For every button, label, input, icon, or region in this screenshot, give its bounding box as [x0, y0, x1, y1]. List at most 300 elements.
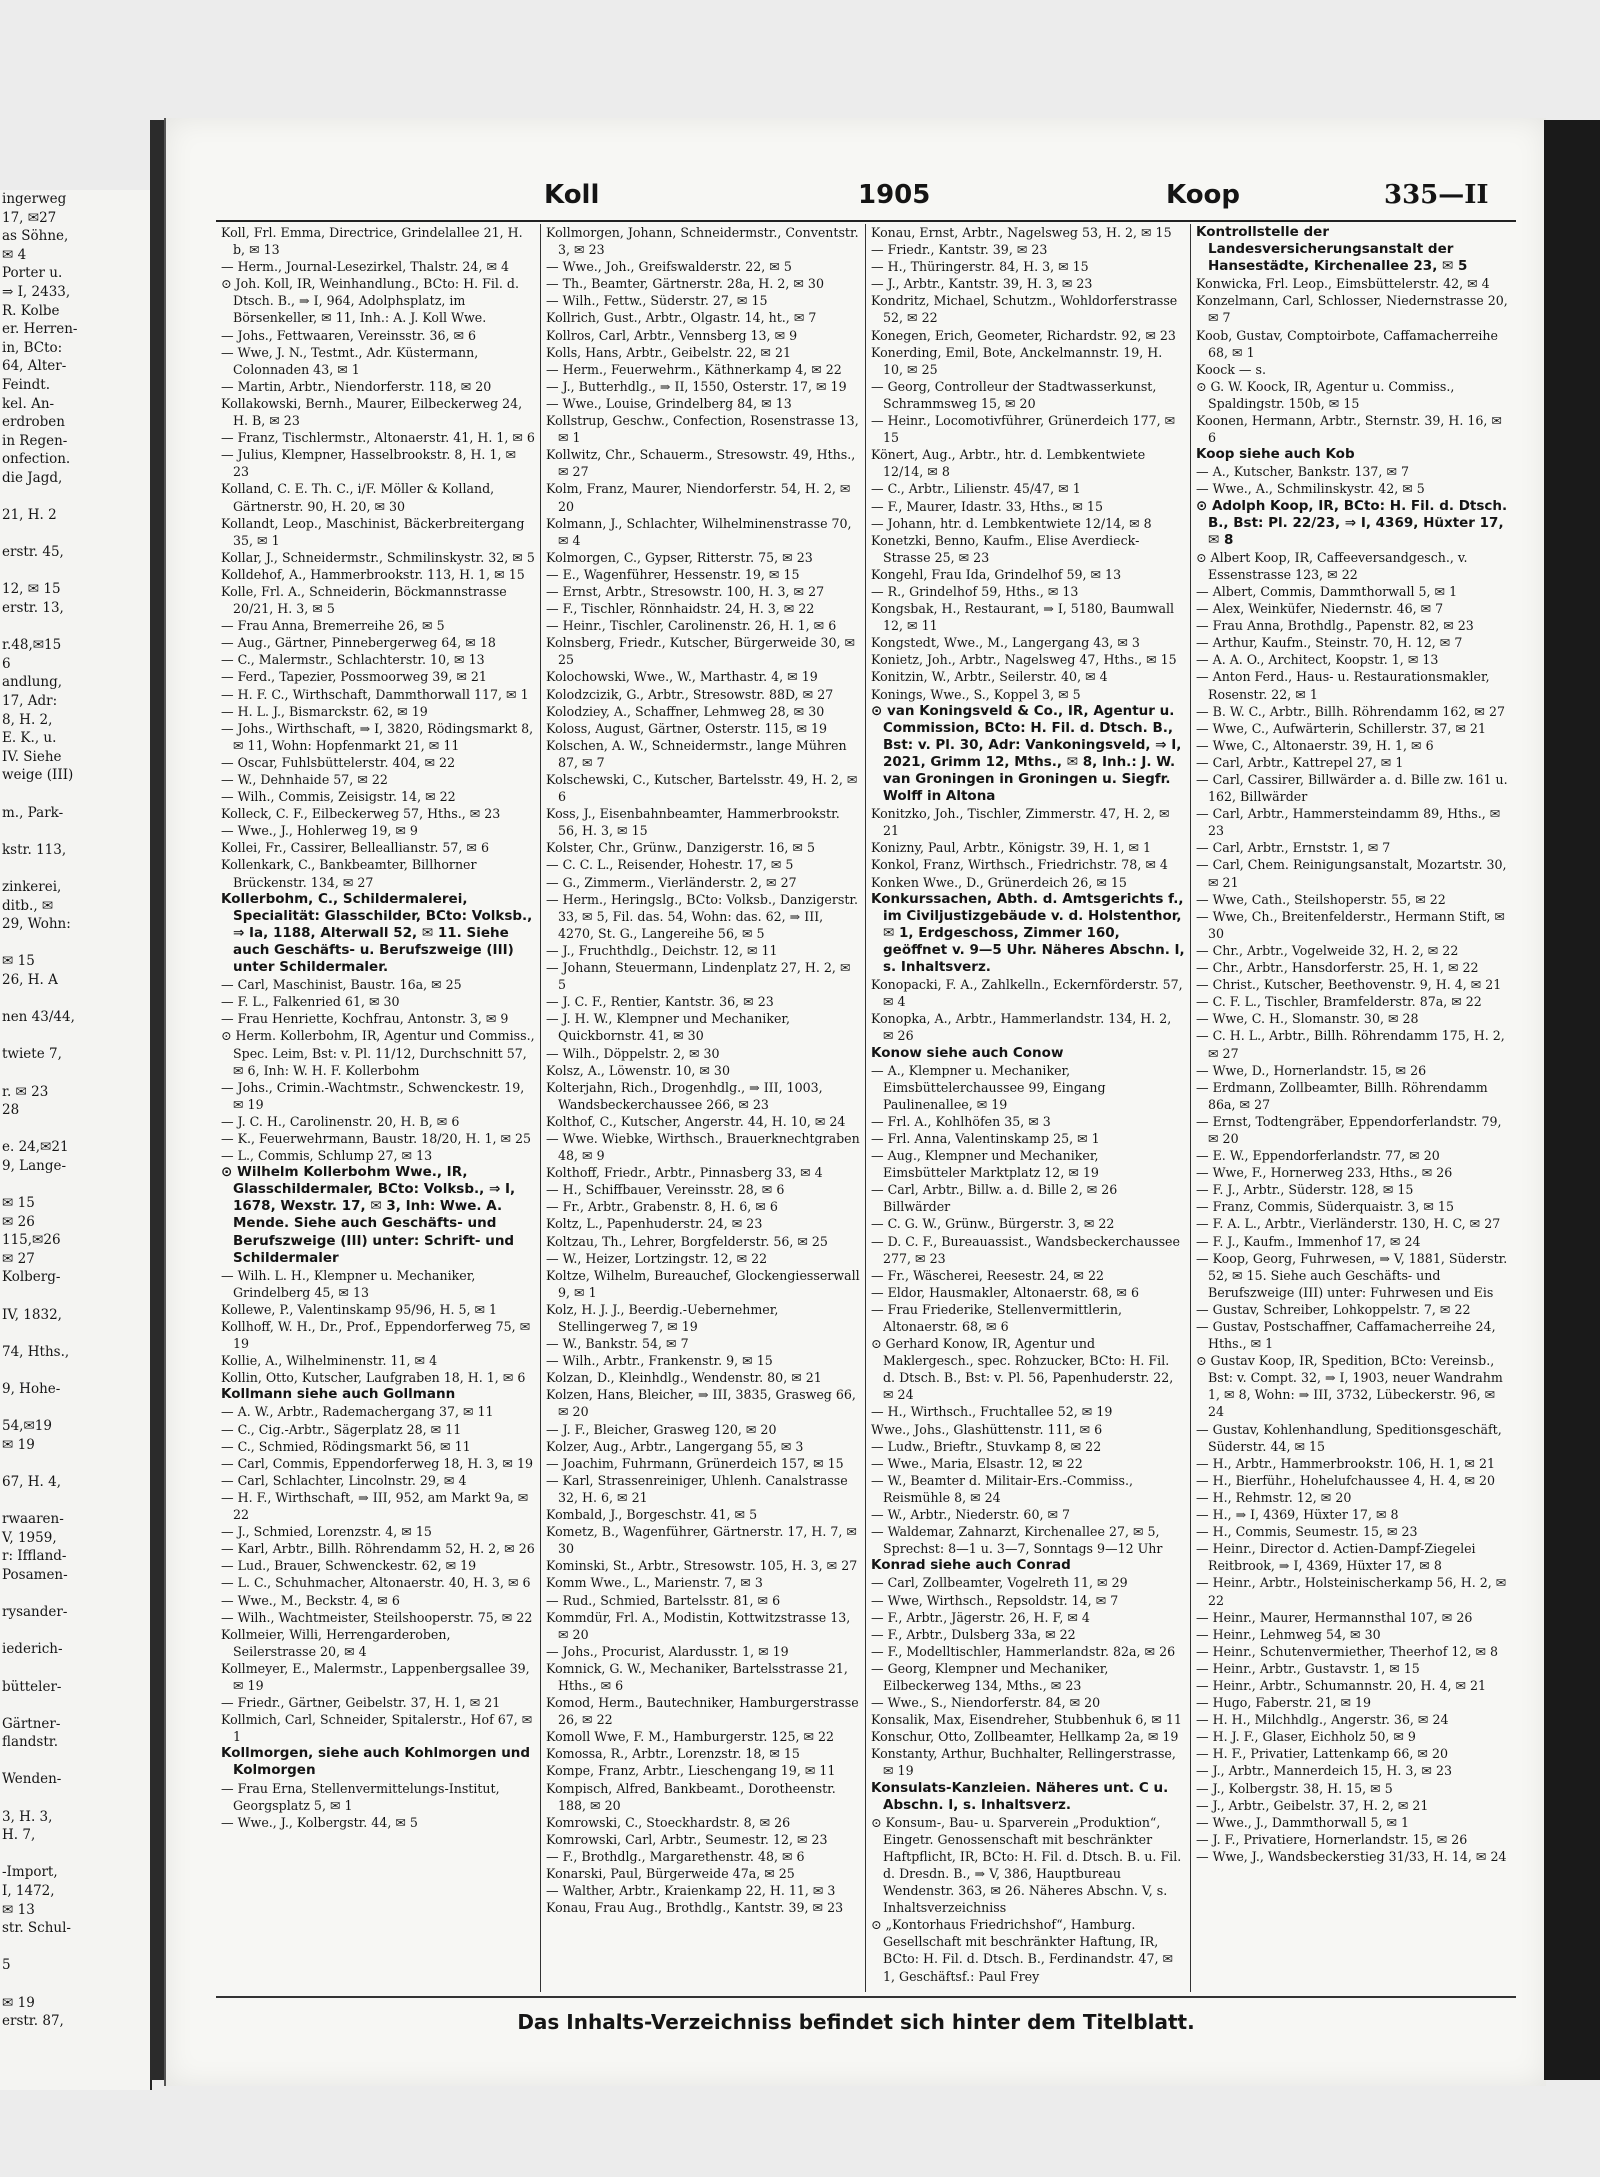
previous-page-fragment: die Jagd, [2, 469, 63, 486]
directory-entry: — Wwe., Maria, Elsastr. 12, ✉ 22 [871, 1455, 1083, 1471]
directory-entry: — H., Wirthsch., Fruchtallee 52, ✉ 19 [871, 1404, 1113, 1420]
directory-entry: Komm Wwe., L., Marienstr. 7, ✉ 3 [546, 1575, 763, 1591]
directory-entry: Kollmorgen, Johann, Schneidermstr., Conventstr. 3, ✉ 23 [546, 225, 859, 258]
directory-entry: — L. C., Schuhmacher, Altonaerstr. 40, H. 3, ✉ 6 [221, 1575, 531, 1591]
directory-entry: — Carl, Maschinist, Baustr. 16a, ✉ 25 [221, 977, 462, 993]
directory-entry: — J. C. H., Carolinenstr. 20, H. B, ✉ 6 [221, 1113, 460, 1129]
directory-entry: — F. J., Kaufm., Immenhof 17, ✉ 24 [1196, 1233, 1421, 1249]
previous-page-fragment: V, 1959, [2, 1529, 57, 1546]
previous-page-fragment [0, 1659, 150, 1678]
directory-entry: — J., Arbtr., Mannerdeich 15, H. 3, ✉ 23 [1196, 1763, 1452, 1779]
directory-entry: Kollmich, Carl, Schneider, Spitalerstr., Hof 67, ✉ 1 [221, 1712, 533, 1745]
previous-page-fragment: ingerweg [2, 191, 67, 207]
directory-entry: — Georg, Controlleur der Stadtwasserkunst, Schrammsweg 15, ✉ 20 [871, 378, 1157, 411]
directory-entry: — Wwe, Cath., Steilshoperstr. 55, ✉ 22 [1196, 891, 1446, 907]
directory-entry: — Waldemar, Zahnarzt, Kirchenallee 27, ✉ 5, Sprechst: 8—1 u. 3—7, Sonntags 9—12 Uhr [871, 1524, 1163, 1557]
directory-entry: — C. C. L., Reisender, Hohestr. 17, ✉ 5 [546, 857, 794, 873]
directory-entry: — Gustav, Schreiber, Lohkoppelstr. 7, ✉ 22 [1196, 1301, 1471, 1317]
directory-entry: — Anton Ferd., Haus- u. Restaurationsmakler, Rosenstr. 22, ✉ 1 [1196, 669, 1490, 702]
previous-page-fragment: rysander- [2, 1604, 68, 1621]
previous-page-fragment: 67, H. 4, [2, 1473, 61, 1490]
directory-entry: Konken Wwe., D., Grünerdeich 26, ✉ 15 [871, 874, 1127, 890]
previous-page-fragment [0, 1324, 150, 1343]
previous-page-fragment: r.48,✉15 [2, 637, 62, 654]
directory-entry: — Arthur, Kaufm., Steinstr. 70, H. 12, ✉ 7 [1196, 635, 1463, 651]
scan-right-edge [1544, 120, 1600, 2080]
directory-column-4 [1191, 224, 1516, 1992]
directory-entry: — K., Feuerwehrmann, Baustr. 18/20, H. 1, ✉ 25 [221, 1130, 532, 1146]
previous-page-fragment: zinkerei, [2, 878, 62, 895]
previous-page-fragment: flandstr. [2, 1734, 59, 1751]
footer-notice: Das Inhalts-Verzeichniss befindet sich hinter dem Titelblatt. [517, 2010, 1195, 2034]
directory-entry: Kolterjahn, Rich., Drogenhdlg., ⇒ III, 1003, Wandsbeckerchaussee 266, ✉ 23 [546, 1079, 823, 1112]
previous-page-fragment: Feindt. [2, 376, 50, 393]
directory-entry: Konopacki, F. A., Zahlkelln., Eckernförderstr. 57, ✉ 4 [871, 977, 1183, 1010]
directory-entry: Kolmorgen, C., Gypser, Ritterstr. 75, ✉ 23 [546, 549, 813, 565]
directory-entry: Komrowski, Carl, Arbtr., Seumestr. 12, ✉ 23 [546, 1831, 828, 1847]
directory-entry: Konau, Ernst, Arbtr., Nagelsweg 53, H. 2, ✉ 15 [871, 225, 1172, 240]
previous-page-fragment: R. Kolbe [2, 302, 60, 319]
directory-entry: — Herm., Feuerwehrm., Käthnerkamp 4, ✉ 22 [546, 361, 842, 377]
previous-page-fragment [0, 1454, 150, 1473]
directory-entry: — F., Modelltischler, Hammerlandstr. 82a, ✉ 26 [871, 1643, 1176, 1659]
directory-entry: Konsalik, Max, Eisendreher, Stubbenhuk 6, ✉ 11 [871, 1712, 1182, 1728]
directory-entry: — Chr., Arbtr., Vogelweide 32, H. 2, ✉ 22 [1196, 942, 1459, 958]
directory-entry: — Wwe., J., Hohlerweg 19, ✉ 9 [221, 823, 418, 839]
previous-page-fragment: ✉ 15 [2, 1195, 35, 1212]
directory-entry: — Wilh., Döppelstr. 2, ✉ 30 [546, 1045, 720, 1061]
directory-entry: Kollei, Fr., Cassirer, Belleallianstr. 57, ✉ 6 [221, 840, 489, 856]
directory-entry: — Fr., Arbtr., Grabenstr. 8, H. 6, ✉ 6 [546, 1199, 778, 1215]
previous-page-fragment [0, 618, 150, 637]
previous-page-fragment: 17, Adr: [2, 693, 58, 710]
directory-entry: — Frau Erna, Stellenvermittelungs-Institut, Georgsplatz 5, ✉ 1 [221, 1780, 500, 1813]
directory-entry: — Christ., Kutscher, Beethovenstr. 9, H. 4, ✉ 21 [1196, 977, 1502, 993]
directory-entry: Kolthoff, Friedr., Arbtr., Pinnasberg 33, ✉ 4 [546, 1165, 823, 1181]
directory-entry: Kompe, Franz, Arbtr., Lieschengang 19, ✉ 11 [546, 1763, 836, 1779]
previous-page-fragment [0, 1938, 150, 1957]
page-number: 335—II [1384, 180, 1489, 210]
directory-entry: Komossa, R., Arbtr., Lorenzstr. 18, ✉ 15 [546, 1746, 800, 1762]
directory-entry: Kollstrup, Geschw., Confection, Rosenstrasse 13, ✉ 1 [546, 413, 859, 446]
directory-entry: — Koop, Georg, Fuhrwesen, ⇒ V, 1881, Süderstr. 52, ✉ 15. Siehe auch Geschäfts- und Berufszweige (III) unter: Fuhrwesen und Eis [1196, 1250, 1508, 1300]
directory-entry: Koock — s. [1196, 361, 1266, 377]
directory-entry: — Wwe., J., Dammthorwall 5, ✉ 1 [1196, 1814, 1410, 1830]
directory-entry: Konsulats-Kanzleien. Näheres unt. C u. Abschn. I, s. Inhaltsverz. [871, 1779, 1169, 1813]
previous-page-fragment [0, 1492, 150, 1511]
directory-entry: Konitzko, Joh., Tischler, Zimmerstr. 47, H. 2, ✉ 21 [871, 806, 1170, 839]
previous-page-fragment: ✉ 4 [2, 246, 27, 263]
directory-entry: Koonen, Hermann, Arbtr., Sternstr. 39, H. 16, ✉ 6 [1196, 413, 1502, 446]
directory-entry: — Walther, Arbtr., Kraienkamp 22, H. 11, ✉ 3 [546, 1883, 836, 1899]
previous-page-fragment: r. ✉ 23 [2, 1083, 49, 1100]
previous-page-fragment: IV, 1832, [2, 1306, 62, 1323]
directory-entry: — Carl, Arbtr., Kattrepel 27, ✉ 1 [1196, 754, 1404, 770]
directory-entry: — Fr., Wäscherei, Reesestr. 24, ✉ 22 [871, 1267, 1105, 1283]
directory-entry: — R., Grindelhof 59, Hths., ✉ 13 [871, 583, 1079, 599]
previous-page-fragment: 8, H. 2, [2, 711, 53, 728]
directory-entry: — F., Arbtr., Jägerstr. 26, H. F, ✉ 4 [871, 1609, 1090, 1625]
previous-page-fragment: andlung, [2, 674, 63, 691]
previous-page-fragment: ✉ 13 [2, 1901, 35, 1918]
previous-page-fragment: ✉ 26 [2, 1213, 35, 1230]
directory-entry: — Friedr., Gärtner, Geibelstr. 37, H. 1, ✉ 21 [221, 1695, 501, 1711]
directory-entry: Kolmann, J., Schlachter, Wilhelminenstrasse 70, ✉ 4 [546, 515, 852, 548]
directory-entry: Koop siehe auch Kob [1196, 446, 1355, 463]
previous-page-fragment [0, 1175, 150, 1194]
previous-page-fragment [0, 1622, 150, 1641]
directory-entry: ⊙ G. W. Koock, IR, Agentur u. Commiss., Spaldingstr. 150b, ✉ 15 [1196, 378, 1455, 411]
directory-entry: Kolzen, Hans, Bleicher, ⇒ III, 3835, Grasweg 66, ✉ 20 [546, 1387, 856, 1420]
directory-entry: Kolochowski, Wwe., W., Marthastr. 4, ✉ 19 [546, 669, 818, 685]
book-gutter [150, 120, 164, 2080]
page-header [166, 180, 1546, 216]
directory-entry: — Gustav, Postschaffner, Caffamacherreihe 24, Hths., ✉ 1 [1196, 1319, 1496, 1352]
directory-entry: — H. H., Milchhdlg., Angerstr. 36, ✉ 24 [1196, 1712, 1449, 1728]
directory-entry: — Th., Beamter, Gärtnerstr. 28a, H. 2, ✉ 30 [546, 276, 824, 292]
previous-page-fragment: erdroben [2, 414, 65, 431]
directory-entry: Konetzki, Benno, Kaufm., Elise Averdieck-Strasse 25, ✉ 23 [871, 532, 1140, 565]
previous-page-fragment [0, 785, 150, 804]
previous-page-fragment: m., Park- [2, 804, 64, 821]
directory-entry: Kollerbohm, C., Schildermalerei, Specialität: Glasschilder, BCto: Volksb., ⇒ Ia, 1188, Alterwall 52, ✉ 11. Siehe auch Geschäfts- u. Berufszweige (III) unter Schildermaler. [221, 890, 533, 976]
directory-entry: — F., Brothdlg., Margarethenstr. 48, ✉ 6 [546, 1848, 805, 1864]
directory-entry: — Ernst, Arbtr., Stresowstr. 100, H. 3, ✉ 27 [546, 583, 825, 599]
previous-page-fragment: 64, Alter- [2, 358, 67, 375]
directory-entry: — Wwe, J. N., Testmt., Adr. Küstermann, Colonnaden 43, ✉ 1 [221, 344, 479, 377]
directory-entry: — H. L. J., Bismarckstr. 62, ✉ 19 [221, 703, 428, 719]
directory-entry: ⊙ Herm. Kollerbohm, IR, Agentur und Commiss., Spec. Leim, Bst: v. Pl. 11/12, Durchschnitt 57, ✉ 6, Inh: W. H. F. Kollerbohm [221, 1028, 535, 1078]
directory-entry: ⊙ Wilhelm Kollerbohm Wwe., IR, Glasschildermaler, BCto: Volksb., ⇒ I, 1678, Wexstr. 17, ✉ 3, Inh: Wwe. A. Mende. Siehe auch Geschäfts- und Berufszweige (III) unter: Schrift- und Schildermaler [221, 1164, 516, 1266]
directory-entry: Kolleck, C. F., Eilbeckerweg 57, Hths., ✉ 23 [221, 806, 501, 822]
directory-entry: Kolzan, D., Kleinhdlg., Wendenstr. 80, ✉ 21 [546, 1370, 822, 1386]
directory-entry: Kongehl, Frau Ida, Grindelhof 59, ✉ 13 [871, 566, 1122, 582]
directory-column-1 [216, 224, 541, 1992]
directory-entry: — C. F. L., Tischler, Bramfelderstr. 87a, ✉ 22 [1196, 994, 1482, 1010]
directory-entry: Konitzin, W., Arbtr., Seilerstr. 40, ✉ 4 [871, 669, 1108, 685]
directory-entry: — A. A. O., Architect, Koopstr. 1, ✉ 13 [1196, 652, 1439, 668]
directory-entry: Konegen, Erich, Geometer, Richardstr. 92, ✉ 23 [871, 327, 1176, 343]
previous-page-fragment: Gärtner- [2, 1715, 61, 1732]
directory-entry: Komoll Wwe, F. M., Hamburgerstr. 125, ✉ 22 [546, 1729, 835, 1745]
previous-page-fragment: 74, Hths., [2, 1343, 70, 1360]
directory-entry: — Wwe, Wirthsch., Repsoldstr. 14, ✉ 7 [871, 1592, 1119, 1608]
header-right-keyword: Koop [1166, 180, 1241, 210]
directory-entry: — Wilh., Wachtmeister, Steilshooperstr. 75, ✉ 22 [221, 1609, 533, 1625]
directory-entry: Konstanty, Arthur, Buchhalter, Rellingerstrasse, ✉ 19 [871, 1746, 1176, 1779]
directory-entry: — H., Bierführ., Hohelufchaussee 4, H. 4, ✉ 20 [1196, 1472, 1496, 1488]
directory-entry: — Hugo, Faberstr. 21, ✉ 19 [1196, 1695, 1372, 1711]
directory-entry: — H., Schiffbauer, Vereinsstr. 28, ✉ 6 [546, 1182, 785, 1198]
directory-entry: — F., Maurer, Idastr. 33, Hths., ✉ 15 [871, 498, 1103, 514]
directory-entry: — F. L., Falkenried 61, ✉ 30 [221, 994, 400, 1010]
directory-entry: Wwe., Johs., Glashüttenstr. 111, ✉ 6 [871, 1421, 1103, 1437]
directory-entry: — B. W. C., Arbtr., Billh. Röhrendamm 162, ✉ 27 [1196, 703, 1505, 719]
previous-page-fragment: str. Schul- [2, 1920, 71, 1937]
directory-entry: — Carl, Arbtr., Hammersteindamm 89, Hths., ✉ 23 [1196, 806, 1501, 839]
directory-entry: — J., Butterhdlg., ⇒ II, 1550, Osterstr. 17, ✉ 19 [546, 378, 847, 394]
directory-entry: — A. W., Arbtr., Rademachergang 37, ✉ 11 [221, 1404, 494, 1420]
previous-page-fragment [0, 1696, 150, 1715]
directory-entry: — J., Fruchthdlg., Deichstr. 12, ✉ 11 [546, 942, 778, 958]
directory-entry: — Carl, Zollbeamter, Vogelreth 11, ✉ 29 [871, 1575, 1128, 1591]
previous-page-fragment [0, 1027, 150, 1046]
directory-entry: — Heinr., Director d. Actien-Dampf-Ziegelei Reitbrook, ⇒ I, 4369, Hüxter 17, ✉ 8 [1196, 1541, 1476, 1574]
previous-page-fragment [0, 859, 150, 878]
directory-entry: Koss, J., Eisenbahnbeamter, Hammerbrookstr. 56, H. 3, ✉ 15 [546, 806, 840, 839]
directory-entry: — Heinr., Tischler, Carolinenstr. 26, H. 1, ✉ 6 [546, 618, 837, 634]
directory-entry: — F. J., Arbtr., Süderstr. 128, ✉ 15 [1196, 1182, 1414, 1198]
directory-entry: — Frau Anna, Brothdlg., Papenstr. 82, ✉ 23 [1196, 618, 1474, 634]
directory-entry: — Wwe, C., Altonaerstr. 39, H. 1, ✉ 6 [1196, 737, 1434, 753]
directory-entry: — C., Schmied, Rödingsmarkt 56, ✉ 11 [221, 1438, 471, 1454]
previous-page-fragment: 3, H. 3, [2, 1808, 53, 1825]
directory-entry: Kolz, H. J. J., Beerdig.-Uebernehmer, Stellingerweg 7, ✉ 19 [546, 1301, 779, 1334]
previous-page-edge [0, 190, 152, 2090]
header-rule [216, 220, 1516, 222]
directory-entry: Kolodziey, A., Schaffner, Lehmweg 28, ✉ 30 [546, 703, 825, 719]
previous-page-fragment [0, 822, 150, 841]
directory-entry: Kongsbak, H., Restaurant, ⇒ I, 5180, Baumwall 12, ✉ 11 [871, 601, 1175, 634]
previous-page-fragment [0, 1752, 150, 1771]
directory-entry: ⊙ Gerhard Konow, IR, Agentur und Maklergesch., spec. Rohzucker, BCto: H. Fil. d. Dtsch. B., Bst: v. Pl. 56, Papenhuderstr. 22, ✉ 24 [871, 1336, 1174, 1403]
directory-entry: — Frau Henriette, Kochfrau, Antonstr. 3, ✉ 9 [221, 1011, 509, 1027]
directory-entry: — Carl, Arbtr., Billw. a. d. Bille 2, ✉ 26 Billwärder [871, 1182, 1118, 1215]
directory-entry: ⊙ Adolph Koop, IR, BCto: H. Fil. d. Dtsch. B., Bst: Pl. 22/23, ⇒ I, 4369, Hüxter 17, ✉ 8 [1196, 497, 1508, 548]
directory-entry: Konietz, Joh., Arbtr., Nagelsweg 47, Hths., ✉ 15 [871, 652, 1177, 668]
directory-entry: — W., Bankstr. 54, ✉ 7 [546, 1336, 689, 1352]
previous-page-fragment: kel. An- [2, 395, 55, 412]
directory-entry: Konow siehe auch Conow [871, 1044, 1064, 1061]
previous-page-fragment: as Söhne, [2, 228, 69, 245]
directory-entry: — Wwe., S., Niendorferstr. 84, ✉ 20 [871, 1695, 1101, 1711]
previous-page-fragment: r: Iffland- [2, 1548, 67, 1565]
directory-entry: — Martin, Arbtr., Niendorferstr. 118, ✉ 20 [221, 378, 492, 394]
directory-entry: — C., Malermstr., Schlachterstr. 10, ✉ 13 [221, 652, 485, 668]
previous-page-fragment: ✉ 27 [2, 1250, 35, 1267]
directory-entry: — Heinr., Arbtr., Gustavstr. 1, ✉ 15 [1196, 1660, 1420, 1676]
directory-entry: — Heinr., Arbtr., Schumannstr. 20, H. 4, ✉ 21 [1196, 1677, 1487, 1693]
directory-entry: — Wilh., Commis, Zeisigstr. 14, ✉ 22 [221, 789, 456, 805]
previous-page-fragment: 6 [2, 655, 11, 672]
directory-entry: — Gustav, Kohlenhandlung, Speditionsgeschäft, Süderstr. 44, ✉ 15 [1196, 1421, 1502, 1454]
directory-entry: — Chr., Arbtr., Hansdorferstr. 25, H. 1, ✉ 22 [1196, 960, 1479, 976]
directory-entry: Konarski, Paul, Bürgerweide 47a, ✉ 25 [546, 1866, 795, 1881]
directory-entry: — Georg, Klempner und Mechaniker, Eilbeckerweg 134, Mths., ✉ 23 [871, 1660, 1109, 1693]
directory-entry: — Aug., Klempner und Mechaniker, Eimsbütteler Marktplatz 12, ✉ 19 [871, 1148, 1099, 1181]
directory-entry: — E., Wagenführer, Hessenstr. 19, ✉ 15 [546, 566, 800, 582]
directory-entry: — H., Arbtr., Hammerbrookstr. 106, H. 1, ✉ 21 [1196, 1455, 1495, 1471]
directory-entry: Kolland, C. E. Th. C., i/F. Möller & Kolland, Gärtnerstr. 90, H. 20, ✉ 30 [221, 481, 495, 514]
directory-entry: — C. G. W., Grünw., Bürgerstr. 3, ✉ 22 [871, 1216, 1115, 1232]
directory-entry: Konerding, Emil, Bote, Anckelmannstr. 19, H. 10, ✉ 25 [871, 344, 1163, 377]
previous-page-fragment [0, 1585, 150, 1604]
previous-page-fragment: iederich- [2, 1641, 63, 1658]
directory-entry: — Carl, Commis, Eppendorferweg 18, H. 3, ✉ 19 [221, 1455, 533, 1471]
previous-page-fragment: er. Herren- [2, 321, 78, 338]
previous-page-fragment [0, 1845, 150, 1864]
previous-page-fragment: 9, Hohe- [2, 1381, 61, 1397]
previous-page-fragment: ⇒ I, 2433, [2, 283, 71, 300]
directory-entry: Kolzer, Aug., Arbtr., Langergang 55, ✉ 3 [546, 1438, 804, 1454]
previous-page-fragment: kstr. 113, [2, 841, 67, 858]
directory-column-2 [541, 224, 866, 1992]
directory-entry: Könert, Aug., Arbtr., htr. d. Lembkentwiete 12/14, ✉ 8 [871, 447, 1146, 480]
previous-page-fragment: I, 1472, [2, 1883, 55, 1900]
directory-entry: Konings, Wwe., S., Koppel 3, ✉ 5 [871, 686, 1081, 702]
directory-entry: Kominski, St., Arbtr., Stresowstr. 105, H. 3, ✉ 27 [546, 1558, 858, 1574]
directory-entry: — H., Rehmstr. 12, ✉ 20 [1196, 1489, 1352, 1505]
previous-page-fragment [0, 525, 150, 544]
directory-entry: ⊙ van Koningsveld & Co., IR, Agentur u. Commission, BCto: H. Fil. d. Dtsch. B., Bst: v. Pl. 30, Adr: Vankoningsveld, ⇒ I, 2021, Grimm 12, Mths., ✉ 8, Inh.: J. W. van Groningen in Groningen u. Siegfr. Wolff in Altona [871, 702, 1182, 805]
header-left-keyword: Koll [544, 180, 600, 210]
directory-entry: — Erdmann, Zollbeamter, Billh. Röhrendamm 86a, ✉ 27 [1196, 1079, 1488, 1112]
directory-entry: Kompisch, Alfred, Bankbeamt., Dorotheenstr. 188, ✉ 20 [546, 1780, 836, 1813]
directory-entry: — Johann, htr. d. Lembkentwiete 12/14, ✉ 8 [871, 515, 1152, 531]
directory-entry: — Aug., Gärtner, Pinnebergerweg 64, ✉ 18 [221, 635, 496, 651]
directory-entry: Kommdür, Frl. A., Modistin, Kottwitzstrasse 13, ✉ 20 [546, 1609, 851, 1642]
directory-entry: ⊙ Gustav Koop, IR, Spedition, BCto: Vereinsb., Bst: v. Compt. 32, ⇒ I, 1903, neuer Wandrahm 1, ✉ 8, Wohn: ⇒ III, 3732, Lübeckerstr. 96, ✉ 24 [1196, 1353, 1503, 1420]
previous-page-fragment: 115,✉26 [2, 1232, 61, 1249]
directory-entry: Konkol, Franz, Wirthsch., Friedrichstr. 78, ✉ 4 [871, 857, 1168, 873]
directory-entry: — Herm., Journal-Lesezirkel, Thalstr. 24, ✉ 4 [221, 259, 510, 275]
directory-entry: — A., Klempner u. Mechaniker, Eimsbüttelerchaussee 99, Eingang Paulinenallee, ✉ 19 [871, 1062, 1106, 1112]
directory-entry: — J., Schmied, Lorenzstr. 4, ✉ 15 [221, 1524, 432, 1540]
directory-entry: — W., Beamter d. Militair-Ers.-Commiss., Reismühle 8, ✉ 24 [871, 1472, 1133, 1505]
previous-page-fragment [0, 1120, 150, 1139]
directory-entry: — J. C. F., Rentier, Kantstr. 36, ✉ 23 [546, 994, 774, 1010]
footer-rule [216, 1996, 1516, 1998]
directory-entry: Konkurssachen, Abth. d. Amtsgerichts f., im Civiljustizgebäude v. d. Holstenthor, ✉ 1, Erdgeschoss, Zimmer 160, geöffnet v. 9—5 Uhr. Näheres Abschn. I, s. Inhaltsverz. [871, 890, 1185, 976]
header-year: 1905 [858, 180, 931, 210]
directory-entry: — Wwe., Joh., Greifswalderstr. 22, ✉ 5 [546, 259, 792, 275]
directory-entry: — Rud., Schmied, Bartelsstr. 81, ✉ 6 [546, 1592, 781, 1608]
directory-entry: Kolthof, C., Kutscher, Angerstr. 44, H. 10, ✉ 24 [546, 1113, 846, 1129]
directory-entry: — F., Tischler, Rönnhaidstr. 24, H. 3, ✉ 22 [546, 601, 815, 617]
directory-column-3 [866, 224, 1191, 1992]
previous-page-fragment: 26, H. A [2, 971, 58, 988]
directory-entry: Kollakowski, Bernh., Maurer, Eilbeckerweg 24, H. B, ✉ 23 [221, 395, 523, 429]
directory-entry: — Johs., Procurist, Alardusstr. 1, ✉ 19 [546, 1643, 789, 1659]
directory-entry: Kollmeyer, E., Malermstr., Lappenbergsallee 39, ✉ 19 [221, 1660, 530, 1693]
previous-page-fragment: Wenden- [2, 1771, 62, 1788]
directory-entry: — Herm., Heringslg., BCto: Volksb., Danzigerstr. 33, ✉ 5, Fil. das. 54, Wohn: das. 62, ⇒ III, 4270, St. G., Langereihe 56, ✉ 5 [546, 891, 859, 941]
previous-page-fragment: erstr. 13, [2, 600, 64, 617]
directory-entry: — F. A. L., Arbtr., Vierländerstr. 130, H. C, ✉ 27 [1196, 1216, 1501, 1232]
directory-entry: — Johs., Wirthschaft, ⇒ I, 3820, Rödingsmarkt 8, ✉ 11, Wohn: Hopfenmarkt 21, ✉ 11 [221, 720, 534, 753]
directory-entry: — Joachim, Fuhrmann, Grünerdeich 157, ✉ 15 [546, 1455, 844, 1471]
directory-entry: — Wwe. Wiebke, Wirthsch., Brauerknechtgraben 48, ✉ 9 [546, 1130, 860, 1164]
previous-page-fragment: in Regen- [2, 432, 68, 449]
directory-entry: — C. H. L., Arbtr., Billh. Röhrendamm 175, H. 2, ✉ 27 [1196, 1028, 1505, 1061]
directory-entry: — Wwe., M., Beckstr. 4, ✉ 6 [221, 1592, 400, 1608]
directory-entry: Kombald, J., Borgeschstr. 41, ✉ 5 [546, 1507, 758, 1523]
directory-entry: — J. H. W., Klempner und Mechaniker, Quickbornstr. 41, ✉ 30 [546, 1011, 791, 1044]
directory-entry: — Frau Friederike, Stellenvermittlerin, Altonaerstr. 68, ✉ 6 [871, 1301, 1122, 1334]
directory-entry: — Wwe, Ch., Breitenfelderstr., Hermann Stift, ✉ 30 [1196, 908, 1505, 941]
previous-page-fragment [0, 934, 150, 953]
directory-entry: — H. J. F., Glaser, Eichholz 50, ✉ 9 [1196, 1729, 1416, 1745]
directory-entry: Kollin, Otto, Kutscher, Laufgraben 18, H. 1, ✉ 6 [221, 1370, 526, 1386]
directory-entry: Kongstedt, Wwe., M., Langergang 43, ✉ 3 [871, 635, 1140, 651]
directory-entry: — W., Heizer, Lortzingstr. 12, ✉ 22 [546, 1250, 768, 1266]
directory-entry: — W., Arbtr., Niederstr. 60, ✉ 7 [871, 1507, 1071, 1523]
directory-entry: — H., Commis, Seumestr. 15, ✉ 23 [1196, 1524, 1418, 1540]
previous-page-fragment [0, 1361, 150, 1380]
directory-entry: Kondritz, Michael, Schutzm., Wohldorferstrasse 52, ✉ 22 [871, 293, 1178, 326]
directory-entry: — C., Arbtr., Lilienstr. 45/47, ✉ 1 [871, 481, 1081, 497]
directory-entry: Kolschen, A. W., Schneidermstr., lange Mühren 87, ✉ 7 [546, 737, 847, 770]
previous-page-fragment: IV. Siehe [2, 748, 62, 765]
directory-entry: — H. F., Privatier, Lattenkamp 66, ✉ 20 [1196, 1746, 1449, 1762]
directory-entry: — Ludw., Brieftr., Stuvkamp 8, ✉ 22 [871, 1438, 1102, 1454]
directory-entry: — Wilh., Arbtr., Frankenstr. 9, ✉ 15 [546, 1353, 773, 1369]
directory-entry: Kollar, J., Schneidermstr., Schmilinskystr. 32, ✉ 5 [221, 549, 535, 565]
directory-entry: — Wwe., A., Schmilinskystr. 42, ✉ 5 [1196, 481, 1425, 497]
previous-page-fragment: 9, Lange- [2, 1157, 67, 1174]
directory-entry: Kontrollstelle der Landesversicherungsanstalt der Hansestädte, Kirchenallee 23, ✉ 5 [1196, 224, 1468, 275]
directory-entry: — C., Cig.-Arbtr., Sägerplatz 28, ✉ 11 [221, 1421, 462, 1437]
directory-entry: Kolls, Hans, Arbtr., Geibelstr. 22, ✉ 21 [546, 344, 791, 360]
directory-entry: Koltzau, Th., Lehrer, Borgfelderstr. 56, ✉ 25 [546, 1233, 828, 1249]
directory-entry: — Johs., Crimin.-Wachtmstr., Schwenckestr. 19, ✉ 19 [221, 1079, 525, 1112]
directory-entry: — Carl, Cassirer, Billwärder a. d. Bille zw. 161 u. 162, Billwärder [1196, 772, 1508, 805]
directory-entry: Kolm, Franz, Maurer, Niendorferstr. 54, H. 2, ✉ 20 [546, 481, 851, 514]
previous-page-fragment: onfection. [2, 451, 71, 468]
directory-entry: — L., Commis, Schlump 27, ✉ 13 [221, 1148, 433, 1164]
directory-entry: — G., Zimmerm., Vierländerstr. 2, ✉ 27 [546, 874, 797, 890]
previous-page-fragment [0, 990, 150, 1009]
directory-entry: — H., Thüringerstr. 84, H. 3, ✉ 15 [871, 259, 1089, 275]
directory-entry: Kollmeier, Willi, Herrengarderoben, Seilerstrasse 20, ✉ 4 [221, 1626, 451, 1659]
directory-entry: Koloss, August, Gärtner, Osterstr. 115, ✉ 19 [546, 720, 828, 736]
directory-entry: Komrowski, C., Stoeckhardstr. 8, ✉ 26 [546, 1814, 791, 1830]
directory-entry: — Franz, Commis, Süderquaistr. 3, ✉ 15 [1196, 1199, 1454, 1215]
directory-entry: — F., Arbtr., Dulsberg 33a, ✉ 22 [871, 1626, 1076, 1642]
previous-page-fragment: 28 [2, 1102, 20, 1119]
directory-entry: ⊙ Albert Koop, IR, Caffeeversandgesch., v. Essenstrasse 123, ✉ 22 [1196, 549, 1468, 582]
directory-entry: — Ferd., Tapezier, Possmoorweg 39, ✉ 21 [221, 669, 487, 685]
directory-entry: — Wwe, D., Hornerlandstr. 15, ✉ 26 [1196, 1062, 1427, 1078]
directory-entry: ⊙ Joh. Koll, IR, Weinhandlung., BCto: H. Fil. d. Dtsch. B., ⇒ I, 964, Adolphsplatz, im Börsenkeller, ✉ 11, Inh.: A. J. Koll Wwe. [221, 276, 519, 326]
directory-entry: Kollmann siehe auch Gollmann [221, 1386, 456, 1403]
previous-page-fragment: ✉ 15 [2, 953, 35, 970]
previous-page-fragment: 17, ✉27 [2, 209, 57, 226]
previous-page-fragment [0, 1064, 150, 1083]
directory-entry: Konopka, A., Arbtr., Hammerlandstr. 134, H. 2, ✉ 26 [871, 1011, 1172, 1044]
previous-page-fragment: ✉ 19 [2, 1994, 35, 2011]
directory-entry: — Wilh., Fettw., Süderstr. 27, ✉ 15 [546, 293, 768, 309]
directory-entry: Kollandt, Leop., Maschinist, Bäckerbreitergang 35, ✉ 1 [221, 515, 525, 548]
directory-entry: — J. F., Bleicher, Grasweg 120, ✉ 20 [546, 1421, 777, 1437]
directory-entry: ⊙ Konsum-, Bau- u. Sparverein „Produktion“, Eingetr. Genossenschaft mit beschränkter Haftpflicht, IR, BCto: H. Fil. d. Dtsch. B. u. Fil. d. Dresdn. B., ⇒ V, 386, Hauptbureau Wendenstr. 363, ✉ 26. Näheres Abschn. V, s. Inhaltsverzeichniss [871, 1814, 1182, 1916]
directory-entry: — Frau Anna, Bremerreihe 26, ✉ 5 [221, 618, 445, 634]
previous-page-fragment: rwaaren- [2, 1511, 64, 1528]
directory-entry: Koltz, L., Papenhuderstr. 24, ✉ 23 [546, 1216, 763, 1232]
previous-page-fragment: weige (III) [2, 767, 74, 784]
directory-entry: Kollros, Carl, Arbtr., Vennsberg 13, ✉ 9 [546, 327, 798, 343]
directory-entry: — A., Kutscher, Bankstr. 137, ✉ 7 [1196, 464, 1410, 480]
directory-entry: — Wwe, C., Aufwärterin, Schillerstr. 37, ✉ 21 [1196, 720, 1486, 736]
directory-entry: Kollwitz, Chr., Schauerm., Stresowstr. 49, Hths., ✉ 27 [546, 447, 856, 480]
directory-entry: Kolnsberg, Friedr., Kutscher, Bürgerweide 30, ✉ 25 [546, 635, 856, 668]
previous-page-fragment [0, 1789, 150, 1808]
directory-entry: Kolodzcizik, G., Arbtr., Stresowstr. 88D, ✉ 27 [546, 686, 834, 702]
directory-entry: — Karl, Strassenreiniger, Uhlenh. Canalstrasse 32, H. 6, ✉ 21 [546, 1472, 848, 1505]
directory-entry: — H., ⇒ I, 4369, Hüxter 17, ✉ 8 [1196, 1507, 1399, 1523]
directory-entry: — Johs., Fettwaaren, Vereinsstr. 36, ✉ 6 [221, 327, 477, 343]
directory-entry: — Ernst, Todtengräber, Eppendorferlandstr. 79, ✉ 20 [1196, 1113, 1502, 1146]
